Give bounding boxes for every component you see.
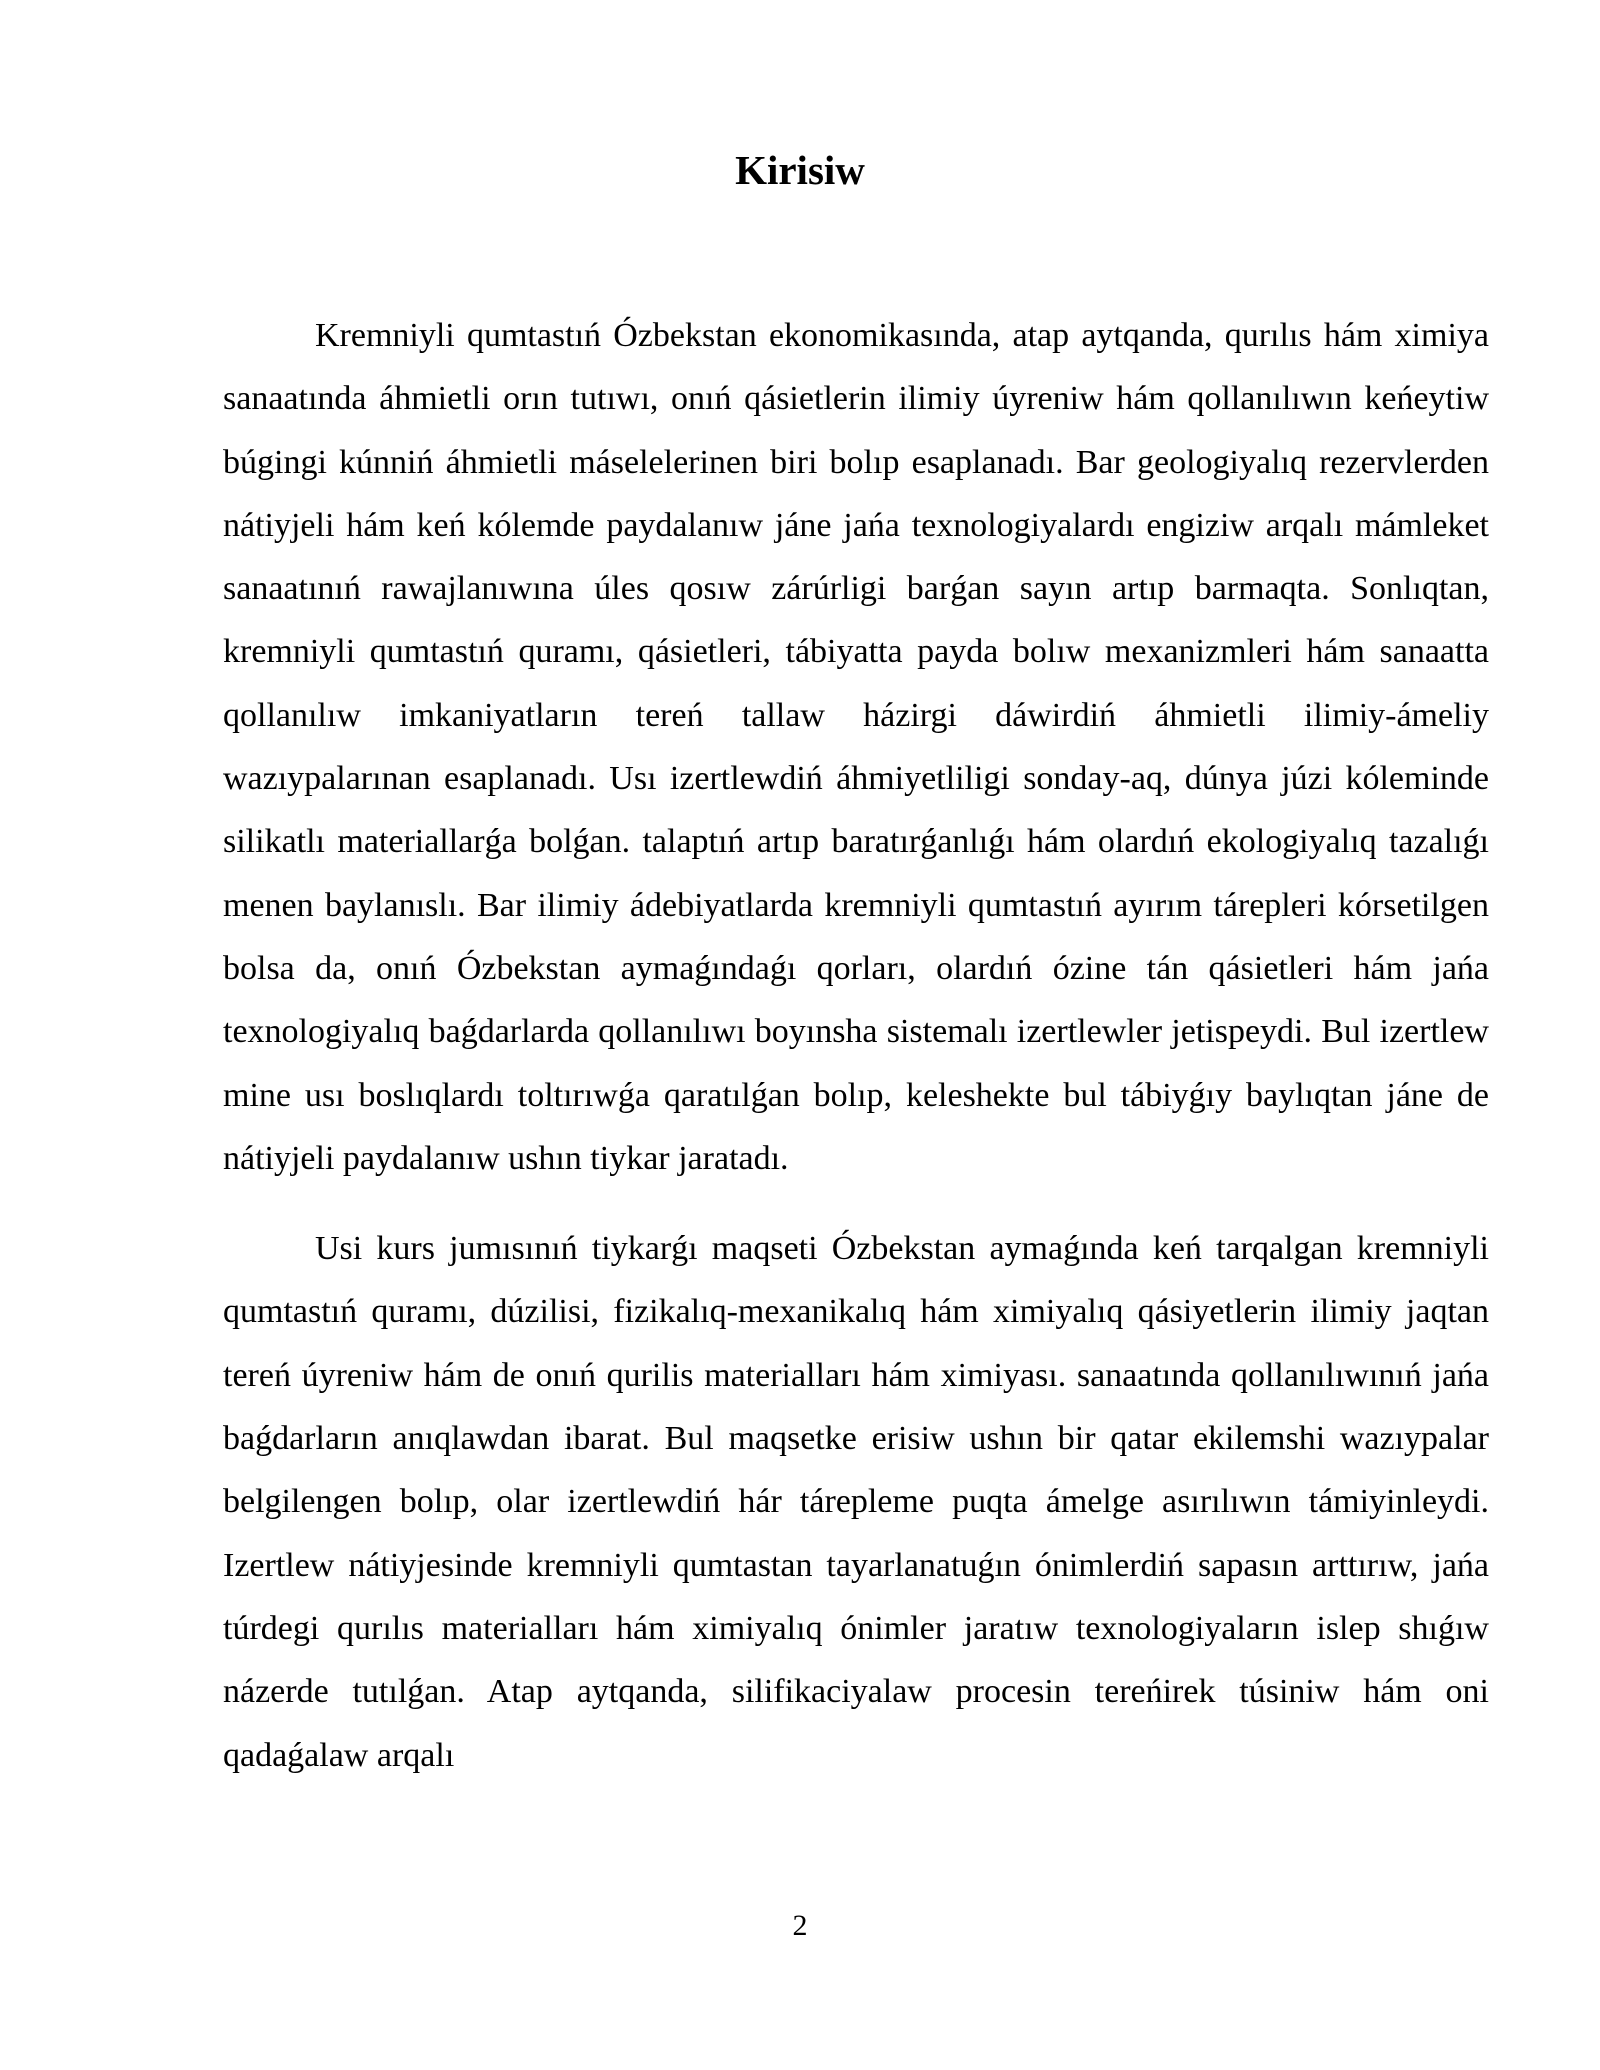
paragraph-1: Kremniyli qumtastıń Ózbekstan ekonomikasında, atap aytqanda, qurılıs hám ximiya sanaatında áhmietli orın tutıwı, onıń qásietlerin ilimiy úyreniw hám qollanılıwın keńeytiw búgingi kúnniń áhmietli máselelerinen biri bolıp esaplanadı. Bar geologiyalıq rezervlerden nátiyjeli hám keń kólemde paydalanıw jáne jańa texnologiyalardı engiziw arqalı mámleket sanaatınıń rawajlanıwına úles qosıw zárúrligi barǵan sayın artıp barmaqta. Sonlıqtan, kremniyli qumtastıń quramı, qásietleri, tábiyatta payda bolıw mexanizmleri hám sanaatta qollanılıw imkaniyatların tereń tallaw házirgi dáwirdiń áhmietli ilimiy-ámeliy wazıypalarınan esaplanadı. Usı izertlewdiń áhmiyetliligi sonday-aq, dúnya júzi kóleminde silikatlı materiallarǵa bolǵan. talaptıń artıp baratırǵanlıǵı hám olardıń ekologiyalıq tazalıǵı menen baylanıslı. Bar ilimiy ádebiyatlarda kremniyli qumtastıń ayırım tárepleri kórsetilgen bolsa da, onıń Ózbekstan aymaǵındaǵı qorları, olardıń ózine tán qásietleri hám jańa texnologiyalıq baǵdarlarda qollanılıwı boyınsha sistemalı izertlewler jetispeydi. Bul izertlew mine usı boslıqlardı toltırıwǵa qaratılǵan bolıp, keleshekte bul tábiyǵıy baylıqtan jáne de nátiyjeli paydalanıw ushın tiykar jaratadı. [223, 317, 1489, 1177]
page-number: 2 [792, 1909, 808, 1942]
paragraph-2: Usi kurs jumısınıń tiykarǵı maqseti Ózbekstan aymaǵında keń tarqalgan kremniyli qumtastıń quramı, dúzilisi, fizikalıq-mexanikalıq hám ximiyalıq qásiyetlerin ilimiy jaqtan tereń úyreniw hám de onıń qurilis materialları hám ximiyası. sanaatında qollanılıwınıń jańa baǵdarların anıqlawdan ibarat. Bul maqsetke erisiw ushın bir qatar ekilemshi wazıypalar belgilengen bolıp, olar izertlewdiń hár tárepleme puqta ámelge asırılıwın támiyinleydi. Izertlew nátiyjesinde kremniyli qumtastan tayarlanatuǵın ónimlerdiń sapasın arttırıw, jańa túrdegi qurılıs materialları hám ximiyalıq ónimler jaratıw texnologiyaların islep shıǵıw názerde tutılǵan. Atap aytqanda, silifikaciyalaw procesin tereńirek túsiniw hám oni qadaǵalaw arqalı [223, 1230, 1489, 1774]
page-title: Kirisiw [735, 147, 865, 193]
document-body [223, 304, 1489, 1787]
